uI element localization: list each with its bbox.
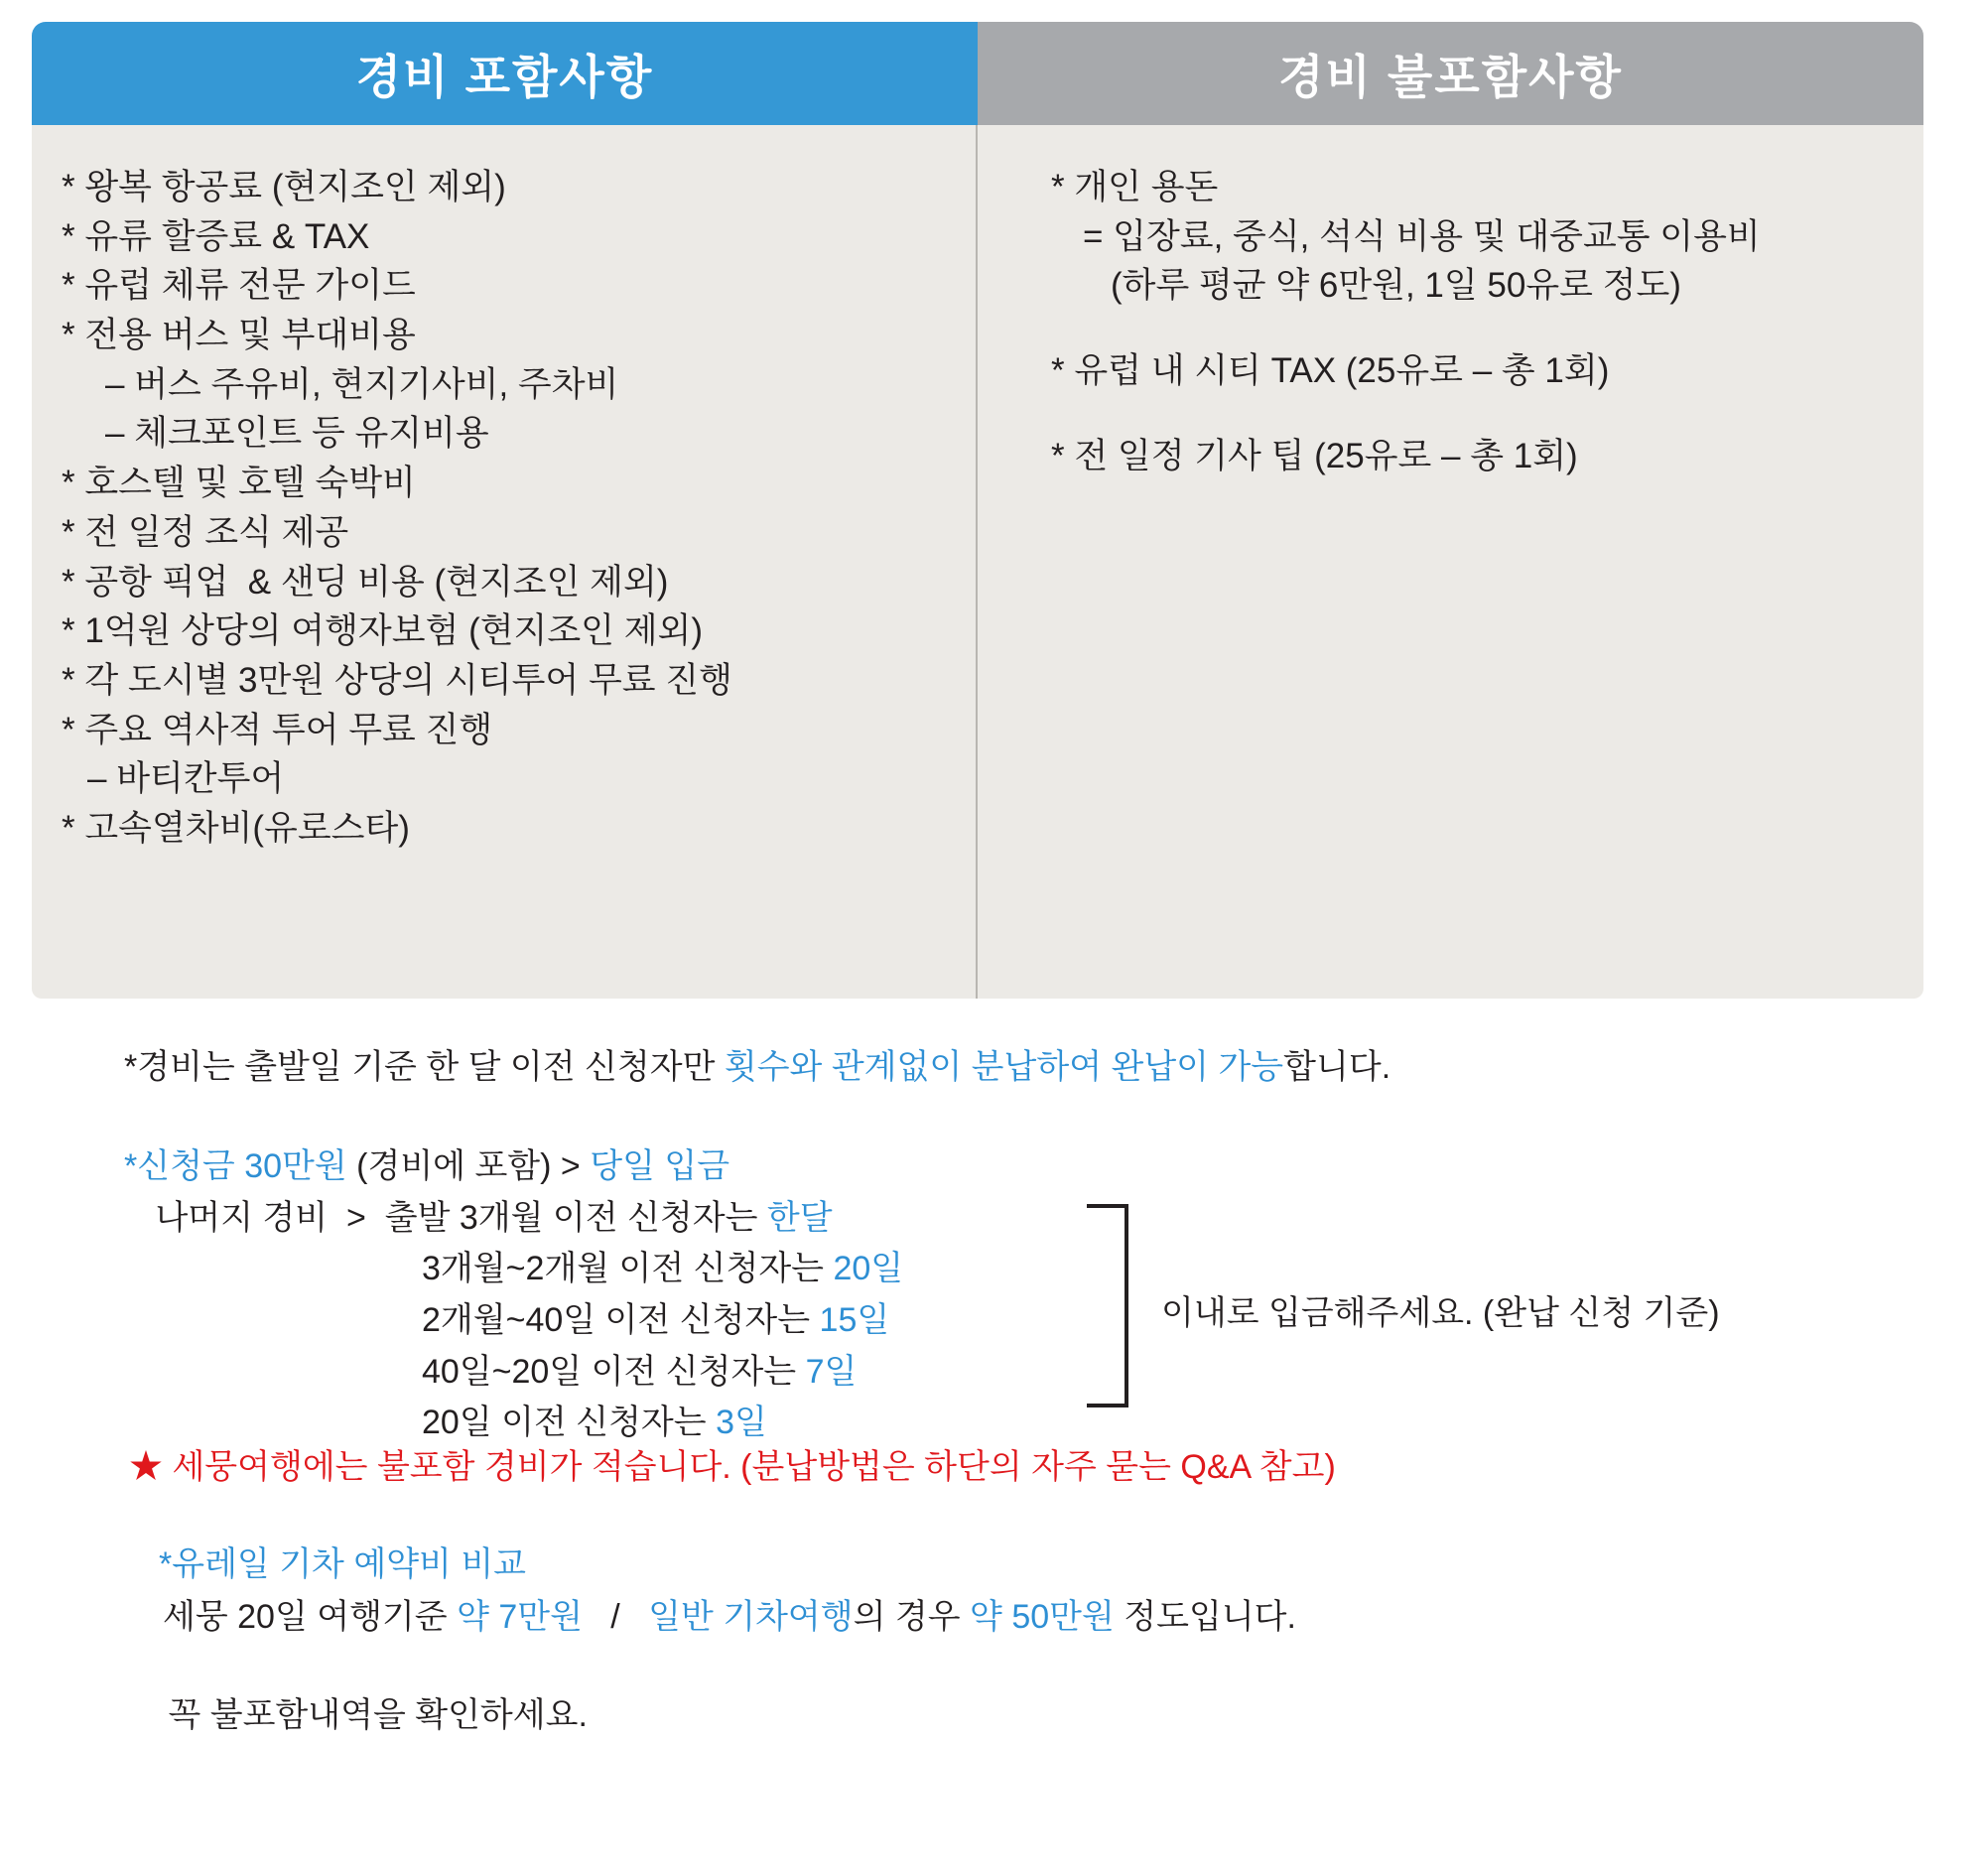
list-item: * 유럽 내 시티 TAX (25유로 – 총 1회) [1051, 351, 1610, 391]
eurail-part4: 정도입니다. [1114, 1597, 1296, 1636]
schedule-value-4: 3일 [716, 1404, 767, 1442]
list-item: * 주요 역사적 투어 무료 진행 [62, 710, 493, 749]
schedule-label-3: 40일~20일 이전 신청자는 [422, 1352, 806, 1391]
cost-table [32, 22, 1923, 999]
list-item: * 전 일정 조식 제공 [62, 512, 349, 552]
balance-row [124, 1193, 903, 1245]
eurail-price-semung: 약 7만원 [457, 1597, 583, 1636]
schedule-value-1: 20일 [833, 1250, 904, 1288]
schedule-row [124, 1295, 903, 1347]
included-list [32, 125, 978, 999]
list-item: – 바티칸투어 [87, 759, 285, 799]
deposit-amount: *신청금 30만원 [124, 1147, 347, 1185]
table-header-row [32, 22, 1923, 125]
eurail-title: *유레일 기차 예약비 비교 [159, 1545, 527, 1583]
eurail-part1: 세뭉 20일 여행기준 [163, 1597, 458, 1636]
deposit-due: 당일 입금 [590, 1147, 730, 1185]
list-item: * 호스텔 및 호텔 숙박비 [62, 464, 416, 503]
header-included-label: 경비 포함사항 [355, 50, 654, 103]
eurail-part3: 의 경우 [853, 1597, 971, 1636]
schedule-label-2: 2개월~40일 이전 신청자는 [422, 1301, 820, 1340]
deposit-row [124, 1141, 903, 1193]
header-included [32, 22, 978, 125]
schedule-value-3: 7일 [805, 1352, 858, 1391]
installment-note-highlight: 횟수와 관계없이 분납하여 완납이 가능 [724, 1048, 1284, 1086]
list-item: * 왕복 항공료 (현지조인 제외) [62, 168, 506, 206]
list-item: – 체크포인트 등 유지비용 [105, 414, 489, 454]
list-item: = 입장료, 중식, 석식 비용 및 대중교통 이용비 [1083, 216, 1761, 256]
schedule-row [124, 1347, 903, 1399]
schedule-value-2: 15일 [819, 1301, 890, 1340]
installment-note-suffix: 합니다. [1283, 1048, 1391, 1086]
eurail-separator: / [582, 1597, 649, 1636]
list-item: – 버스 주유비, 현지기사비, 주차비 [105, 364, 619, 404]
list-item: * 1억원 상당의 여행자보험 (현지조인 제외) [62, 611, 703, 651]
schedule-label-4: 20일 이전 신청자는 [422, 1404, 717, 1442]
schedule-row [124, 1244, 903, 1295]
list-item: * 각 도시별 3만원 상당의 시티투어 무료 진행 [62, 660, 732, 700]
list-item: * 유류 할증료 & TAX [62, 216, 370, 256]
payment-schedule-block [124, 1141, 903, 1449]
installment-note-prefix: *경비는 출발일 기준 한 달 이전 신청자만 [124, 1048, 725, 1086]
balance-label: 나머지 경비 > 출발 3개월 이전 신청자는 [146, 1198, 767, 1237]
installment-note [124, 1042, 1390, 1093]
list-item: * 고속열차비(유로스타) [62, 808, 410, 848]
deposit-middle: (경비에 포함) > [346, 1147, 591, 1185]
bracket-note: 이내로 입금해주세요. (완납 신청 기준) [1161, 1294, 1720, 1332]
schedule-value-0: 한달 [766, 1198, 833, 1237]
star-note: ★ 세뭉여행에는 불포함 경비가 적습니다. (분납방법은 하단의 자주 묻는 Q&A 참고) [129, 1448, 1336, 1486]
table-body-row [32, 125, 1923, 999]
list-item: (하루 평균 약 6만원, 1일 50유로 정도) [1111, 266, 1681, 306]
final-note: 꼭 불포함내역을 확인하세요. [159, 1696, 588, 1734]
header-excluded [978, 22, 1923, 125]
list-item: * 전 일정 기사 팁 (25유로 – 총 1회) [1051, 436, 1578, 475]
list-item: * 공항 픽업 & 샌딩 비용 (현지조인 제외) [62, 562, 669, 602]
list-item: * 전용 버스 및 부대비용 [62, 316, 416, 355]
schedule-label-1: 3개월~2개월 이전 신청자는 [422, 1250, 834, 1288]
eurail-label-general: 일반 기차여행 [648, 1597, 854, 1636]
list-item: * 유럽 체류 전문 가이드 [62, 266, 416, 306]
eurail-comparison-block [159, 1539, 1296, 1643]
header-excluded-label: 경비 불포함사항 [1278, 50, 1623, 103]
eurail-price-general: 약 50만원 [970, 1597, 1115, 1636]
eurail-compare-line [159, 1591, 1296, 1644]
list-item: * 개인 용돈 [1051, 168, 1219, 206]
schedule-bracket [1087, 1204, 1128, 1407]
excluded-list [978, 125, 1923, 999]
